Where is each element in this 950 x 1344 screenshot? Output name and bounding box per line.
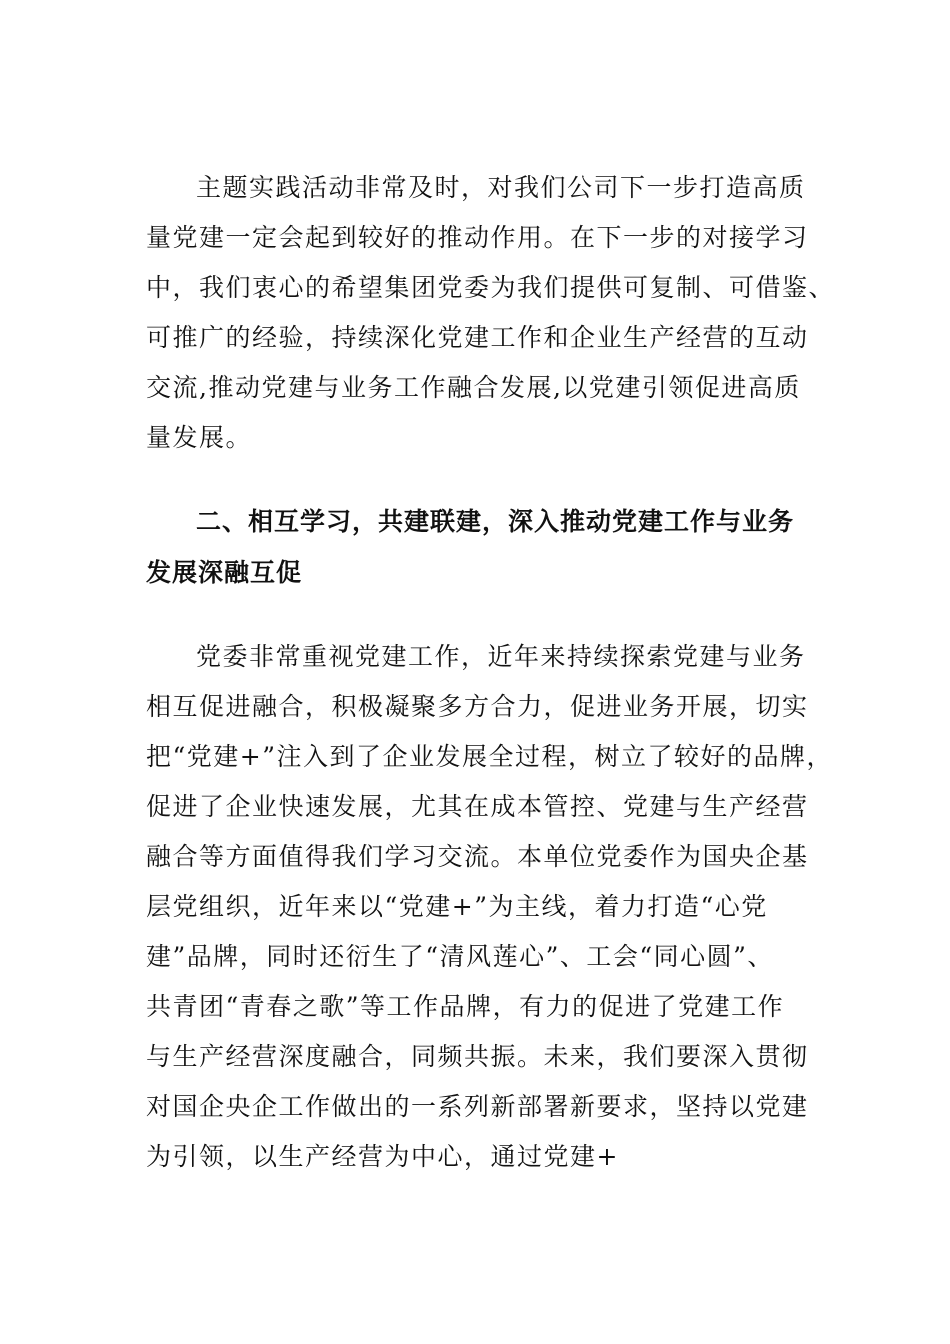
section-heading-line-2: 发展深融互促 (146, 558, 303, 587)
paragraph-2-line-5: 融合等方面值得我们学习交流。本单位党委作为国央企基 (146, 842, 809, 871)
paragraph-2-line-9: 与生产经营深度融合，同频共振。未来，我们要深入贯彻 (146, 1042, 809, 1071)
paragraph-1-line-1: 主题实践活动非常及时，对我们公司下一步打造高质 (196, 173, 806, 202)
paragraph-2-line-8: 共青团“青春之歌”等工作品牌，有力的促进了党建工作 (146, 992, 785, 1021)
paragraph-2-line-2: 相互促进融合，积极凝聚多方合力，促进业务开展，切实 (146, 692, 809, 721)
paragraph-2-line-1: 党委非常重视党建工作，近年来持续探索党建与业务 (196, 642, 806, 671)
paragraph-2-line-10: 对国企央企工作做出的一系列新部署新要求，坚持以党建 (146, 1092, 809, 1121)
paragraph-1-line-3: 中，我们衷心的希望集团党委为我们提供可复制、可借鉴、 (146, 273, 836, 302)
paragraph-1-line-6: 量发展。 (146, 423, 253, 452)
paragraph-2-line-7: 建”品牌，同时还衍生了“清风莲心”、工会“同心圆”、 (146, 942, 774, 971)
paragraph-1-line-4: 可推广的经验，持续深化党建工作和企业生产经营的互动 (146, 323, 809, 352)
paragraph-1-line-5: 交流,推动党建与业务工作融合发展,以党建引领促进高质 (146, 373, 801, 402)
paragraph-1-line-2: 量党建一定会起到较好的推动作用。在下一步的对接学习 (146, 223, 809, 252)
paragraph-2-line-6: 层党组织，近年来以“党建+”为主线，着力打造“心党 (146, 892, 768, 921)
paragraph-2-line-4: 促进了企业快速发展，尤其在成本管控、党建与生产经营 (146, 792, 809, 821)
section-heading-line-1: 二、相互学习，共建联建，深入推动党建工作与业务 (196, 507, 795, 536)
paragraph-2-line-3: 把“党建+”注入到了企业发展全过程，树立了较好的品牌， (146, 742, 834, 771)
paragraph-2-line-11: 为引领，以生产经营为中心，通过党建+ (146, 1142, 619, 1171)
